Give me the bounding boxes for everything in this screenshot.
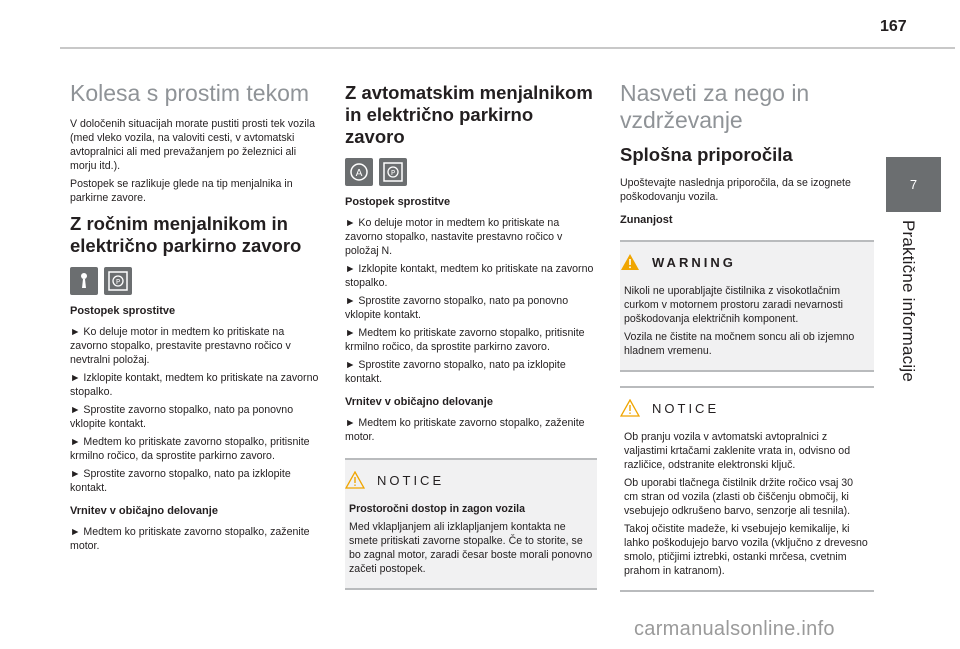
icon-row: [70, 267, 322, 295]
watermark: carmanualsonline.info: [634, 618, 835, 640]
step: ► Sprostite zavorno stopalko, nato pa izklopite kontakt.: [345, 359, 566, 385]
automatic-gearbox-icon: [345, 158, 373, 186]
page-number: 167: [880, 18, 907, 35]
parking-brake-icon: [104, 267, 132, 295]
warning-text-2: Vozila ne čistite na močnem soncu ali ob izjemno hladnem vremenu.: [624, 331, 855, 357]
normal-step: ► Medtem ko pritiskate zavorno stopalko, zaženite motor.: [345, 417, 585, 443]
normal-operation-heading: Vrnitev v običajno delovanje: [70, 505, 218, 517]
icon-row: [345, 158, 597, 186]
warning-icon: [620, 253, 642, 271]
step: ► Medtem ko pritiskate zavorno stopalko, pritisnite krmilno ročico, da sprostite parkirno zavoro.: [345, 327, 585, 353]
exterior-heading: Zunanjost: [620, 214, 673, 226]
step: ► Sprostite zavorno stopalko, nato pa izklopite kontakt.: [70, 468, 291, 494]
column-care: [620, 80, 874, 602]
notice-icon: [620, 399, 642, 417]
notice-box: [620, 386, 874, 592]
general-title: Splošna priporočila: [620, 144, 793, 165]
step: ► Ko deluje motor in medtem ko pritiskate na zavorno stopalko, nastavite prestavno ročico v položaj N.: [345, 217, 563, 257]
procedure-heading: Postopek sprostitve: [70, 305, 176, 317]
notice-text: Ob pranju vozila v avtomatski avtopralnici z valjastimi krtačami zaklenite vrata in, odvisno od različice, odstranite elektronski ključ.: [624, 431, 851, 471]
section-title: Kolesa s prostim tekom: [70, 80, 310, 106]
svg-text:A: A: [355, 168, 363, 179]
notice-label: NOTICE: [377, 472, 445, 488]
warning-box: [620, 240, 874, 372]
general-text: Upoštevajte naslednja priporočila, da se izognete poškodovanju vozila.: [620, 177, 851, 203]
automatic-gearbox-title: Z avtomatskim menjalnikom in električno parkirno zavoro: [345, 82, 593, 147]
chapter-number: 7: [909, 177, 918, 192]
column-free-wheeling: [70, 80, 322, 557]
notice-text: Med vklapljanjem ali izklapljanjem kontakta ne smete pritiskati zavorne stopalke. Če to storite, se bo zagnal motor, zaradi česar boste morali ponovno začeti postopek.: [349, 521, 593, 575]
step: ► Ko deluje motor in medtem ko pritiskate na zavorno stopalko, prestavite prestavno ročico v nevtralni položaj.: [70, 326, 291, 366]
intro-text-2: Postopek se razlikuje glede na tip menjalnika in parkirne zavore.: [70, 178, 293, 204]
step: ► Sprostite zavorno stopalko, nato pa ponovno vklopite kontakt.: [345, 295, 569, 321]
notice-label: NOTICE: [652, 400, 720, 416]
step: ► Izklopite kontakt, medtem ko pritiskate na zavorno stopalko.: [70, 372, 319, 398]
step: ► Sprostite zavorno stopalko, nato pa ponovno vklopite kontakt.: [70, 404, 294, 430]
intro-text: V določenih situacijah morate pustiti prosti tek vozila (med vleko vozila, na valoviti cesti, v avtomatski avtopralnici ali med prevažanjem po železnici ali morju itd.).: [70, 118, 315, 172]
top-rule: [60, 47, 955, 49]
normal-step: ► Medtem ko pritiskate zavorno stopalko, zaženite motor.: [70, 526, 310, 552]
warning-label: WARNING: [652, 254, 736, 270]
notice-box: [345, 458, 597, 590]
notice-icon: [345, 471, 367, 489]
manual-gearbox-title: Z ročnim menjalnikom in električno parkirno zavoro: [70, 213, 302, 256]
notice-text-3: Takoj očistite madeže, ki vsebujejo kemikalije, ki lahko poškodujejo barvo vozila (vključno z drevesno smolo, ptičjimi iztrebki, ostanki mrčesa, cvetnim prahom in katranom).: [624, 523, 868, 577]
gear-lever-icon: [70, 267, 98, 295]
warning-text: Nikoli ne uporabljajte čistilnika z visokotlačnim curkom v motornem prostoru zaradi nevarnosti poškodovanja električnih komponent.: [624, 285, 844, 325]
svg-text:P: P: [115, 278, 121, 286]
step: ► Izklopite kontakt, medtem ko pritiskate na zavorno stopalko.: [345, 263, 594, 289]
chapter-tab: [886, 157, 941, 212]
procedure-heading: Postopek sprostitve: [345, 196, 451, 208]
normal-operation-heading: Vrnitev v običajno delovanje: [345, 396, 493, 408]
column-automatic: [345, 80, 597, 600]
svg-text:P: P: [390, 169, 396, 177]
chapter-title: Praktične informacije: [899, 220, 918, 382]
step: ► Medtem ko pritiskate zavorno stopalko, pritisnite krmilno ročico, da sprostite parkirno zavoro.: [70, 436, 310, 462]
notice-text-2: Ob uporabi tlačnega čistilnik držite ročico vsaj 30 cm stran od vozila (zlasti ob čiščenju območij, ki vsebujejo odkrušeno barvo, senzorje ali tesnila).: [624, 477, 854, 517]
notice-heading: Prostoročni dostop in zagon vozila: [349, 503, 525, 515]
parking-brake-icon: [379, 158, 407, 186]
care-title: Nasveti za nego in vzdrževanje: [620, 80, 810, 133]
